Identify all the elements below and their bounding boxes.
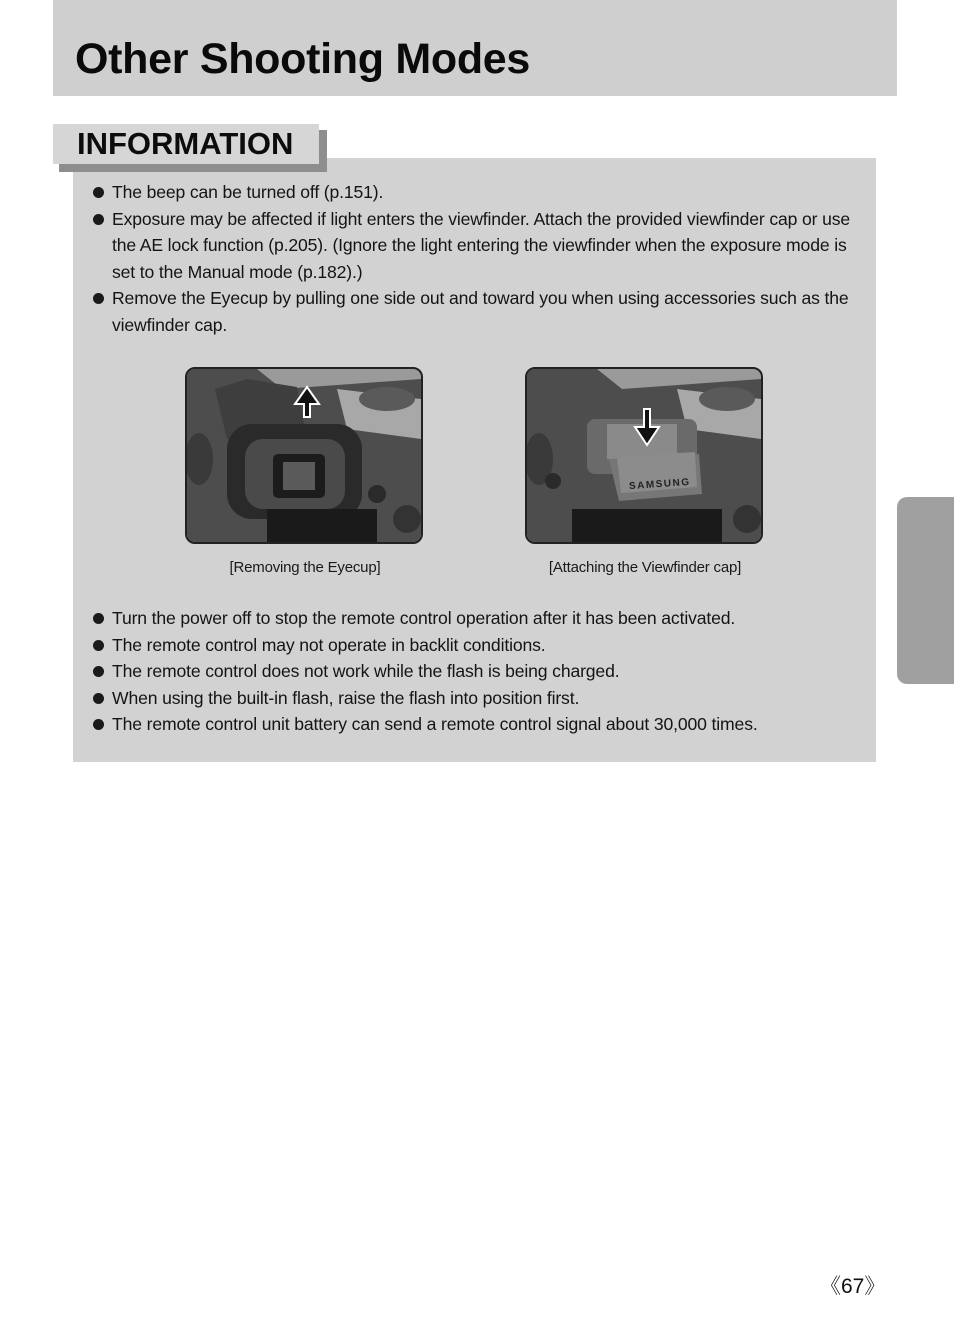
list-item: The beep can be turned off (p.151). (73, 179, 873, 206)
list-item: When using the built-in flash, raise the flash into position first. (73, 685, 873, 712)
list-item: The remote control unit battery can send a remote control signal about 30,000 times. (73, 711, 873, 738)
samsung-cap-logo: SAMSUNG (628, 476, 691, 493)
list-item: Exposure may be affected if light enters the viewfinder. Attach the provided viewfinder cap or use the AE lock function (p.205). (Ignore the light entering the viewfinder when the exposure mode is set to the Manual mode (p.182).) (73, 206, 873, 286)
list-item: Remove the Eyecup by pulling one side out and toward you when using accessories such as the viewfinder cap. (73, 285, 873, 338)
chapter-side-tab (897, 497, 954, 684)
figure-caption-eyecup: [Removing the Eyecup] (229, 559, 381, 576)
viewfinder-cap-illustration (525, 367, 763, 544)
figure-caption-viewfinder-cap: [Attaching the Viewfinder cap] (548, 559, 742, 576)
list-item: The remote control does not work while the flash is being charged. (73, 658, 873, 685)
information-heading: INFORMATION (77, 126, 294, 161)
eyecup-removal-illustration (185, 367, 423, 544)
bullet-list-top (73, 179, 873, 338)
information-tab (53, 124, 319, 164)
bullet-list-bottom (73, 605, 873, 738)
list-item: Turn the power off to stop the remote control operation after it has been activated. (73, 605, 873, 632)
page-title: Other Shooting Modes (75, 35, 531, 83)
title-bar (53, 0, 897, 96)
page-number: 《67》 (820, 1275, 886, 1298)
list-item: The remote control may not operate in backlit conditions. (73, 632, 873, 659)
